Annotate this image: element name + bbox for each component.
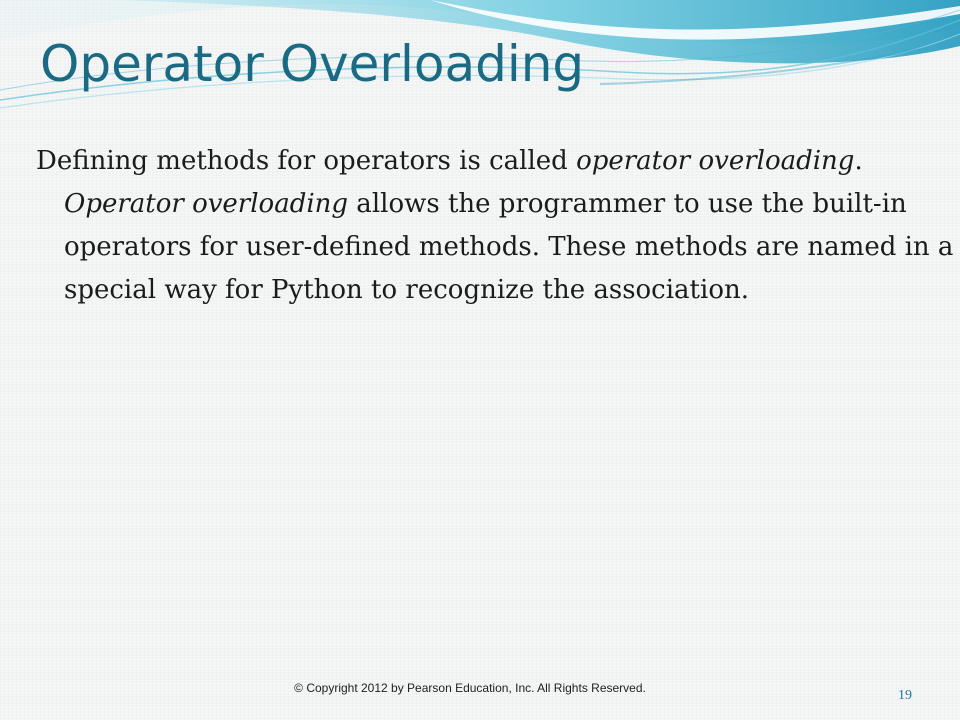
- footer-copyright: © Copyright 2012 by Pearson Education, Inc. All Rights Reserved.: [294, 681, 646, 695]
- slide-number: 19: [898, 688, 912, 703]
- body-text-segment: Defining methods for operators is called: [36, 146, 577, 176]
- body-text-segment: .: [854, 146, 863, 176]
- slide-body-paragraph: [36, 140, 960, 312]
- body-text-segment: allows the programmer to use the built-in operators for user-defined methods. These methods are named in a special way for Python to recognize the association.: [64, 189, 954, 305]
- body-text-italic-term: Operator overloading: [64, 189, 349, 219]
- slide-title: Operator Overloading: [40, 35, 585, 93]
- body-text-italic-term: operator overloading: [576, 146, 855, 176]
